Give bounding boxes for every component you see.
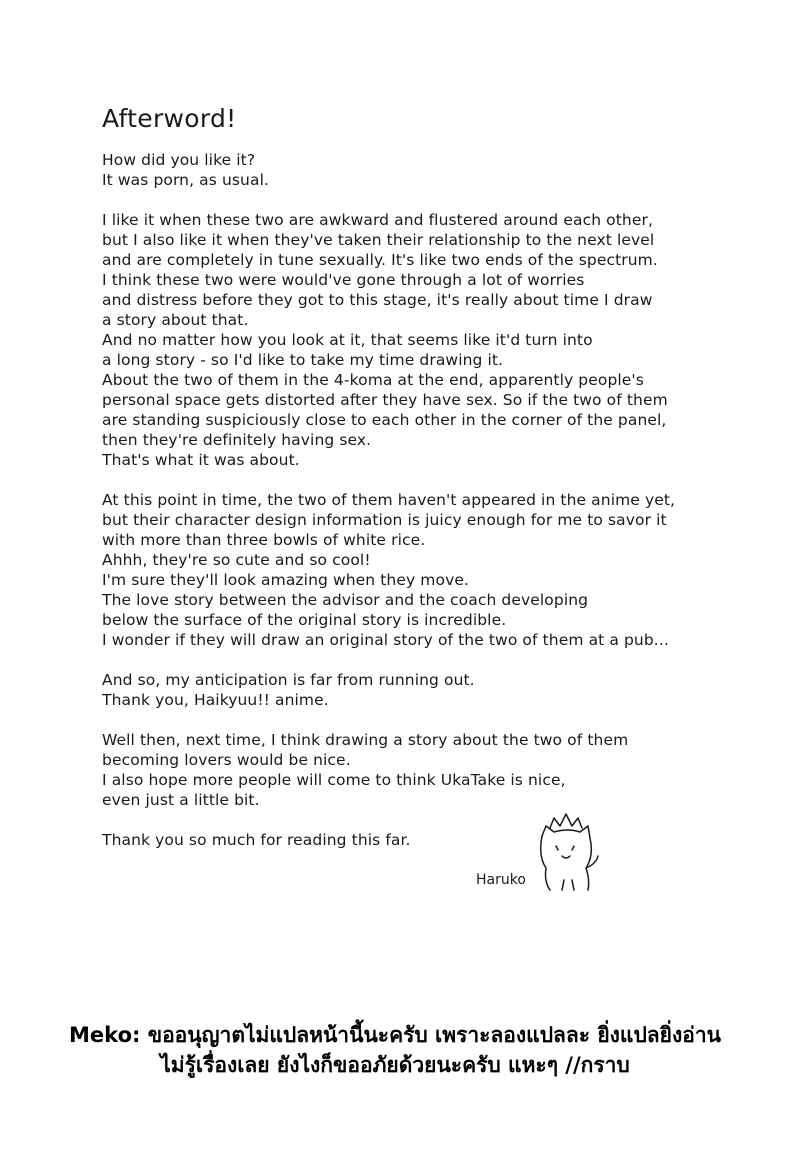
text-line: below the surface of the original story is incredible. <box>102 611 507 629</box>
paragraph-1 <box>102 150 762 190</box>
text-line: About the two of them in the 4-koma at the end, apparently people's <box>102 371 644 389</box>
afterword-body <box>102 150 762 870</box>
author-signature: Haruko <box>476 872 526 888</box>
text-line: How did you like it? <box>102 151 256 169</box>
text-line: And so, my anticipation is far from running out. <box>102 671 475 689</box>
text-line: And no matter how you look at it, that seems like it'd turn into <box>102 331 593 349</box>
cat-mascot-icon <box>528 806 608 896</box>
text-line: At this point in time, the two of them haven't appeared in the anime yet, <box>102 491 676 509</box>
paragraph-3 <box>102 490 762 650</box>
text-line: a story about that. <box>102 311 249 329</box>
text-line: Ahhh, they're so cute and so cool! <box>102 551 371 569</box>
text-line: I wonder if they will draw an original story of the two of them at a pub... <box>102 631 669 649</box>
text-line: I'm sure they'll look amazing when they move. <box>102 571 470 589</box>
translator-note-line: ไม่รู้เรื่องเลย ยังไงก็ขออภัยด้วยนะครับ แหะๆ //กราบ <box>160 1053 630 1077</box>
text-line: Thank you, Haikyuu!! anime. <box>102 691 329 709</box>
text-line: then they're definitely having sex. <box>102 431 372 449</box>
paragraph-5 <box>102 730 762 810</box>
text-line: That's what it was about. <box>102 451 300 469</box>
text-line: even just a little bit. <box>102 791 260 809</box>
text-line: becoming lovers would be nice. <box>102 751 351 769</box>
text-line: I think these two were would've gone through a lot of worries <box>102 271 585 289</box>
text-line: personal space gets distorted after they have sex. So if the two of them <box>102 391 668 409</box>
text-line: and are completely in tune sexually. It's like two ends of the spectrum. <box>102 251 658 269</box>
paragraph-4 <box>102 670 762 710</box>
text-line: Well then, next time, I think drawing a story about the two of them <box>102 731 629 749</box>
text-line: It was porn, as usual. <box>102 171 270 189</box>
page-title: Afterword! <box>102 104 237 133</box>
paragraph-2 <box>102 210 762 470</box>
text-line: a long story - so I'd like to take my time drawing it. <box>102 351 504 369</box>
text-line: but I also like it when they've taken their relationship to the next level <box>102 231 655 249</box>
text-line: and distress before they got to this stage, it's really about time I draw <box>102 291 653 309</box>
text-line: are standing suspiciously close to each other in the corner of the panel, <box>102 411 667 429</box>
text-line: I also hope more people will come to think UkaTake is nice, <box>102 771 566 789</box>
text-line: The love story between the advisor and the coach developing <box>102 591 589 609</box>
translator-note <box>0 1020 790 1080</box>
text-line: Thank you so much for reading this far. <box>102 831 411 849</box>
text-line: but their character design information is juicy enough for me to savor it <box>102 511 667 529</box>
translator-note-line: Meko: ขออนุญาตไม่แปลหน้านี้นะครับ เพราะลองแปลละ ยิ่งแปลยิ่งอ่าน <box>69 1023 721 1047</box>
text-line: with more than three bowls of white rice. <box>102 531 426 549</box>
paragraph-6 <box>102 830 762 850</box>
text-line: I like it when these two are awkward and flustered around each other, <box>102 211 653 229</box>
